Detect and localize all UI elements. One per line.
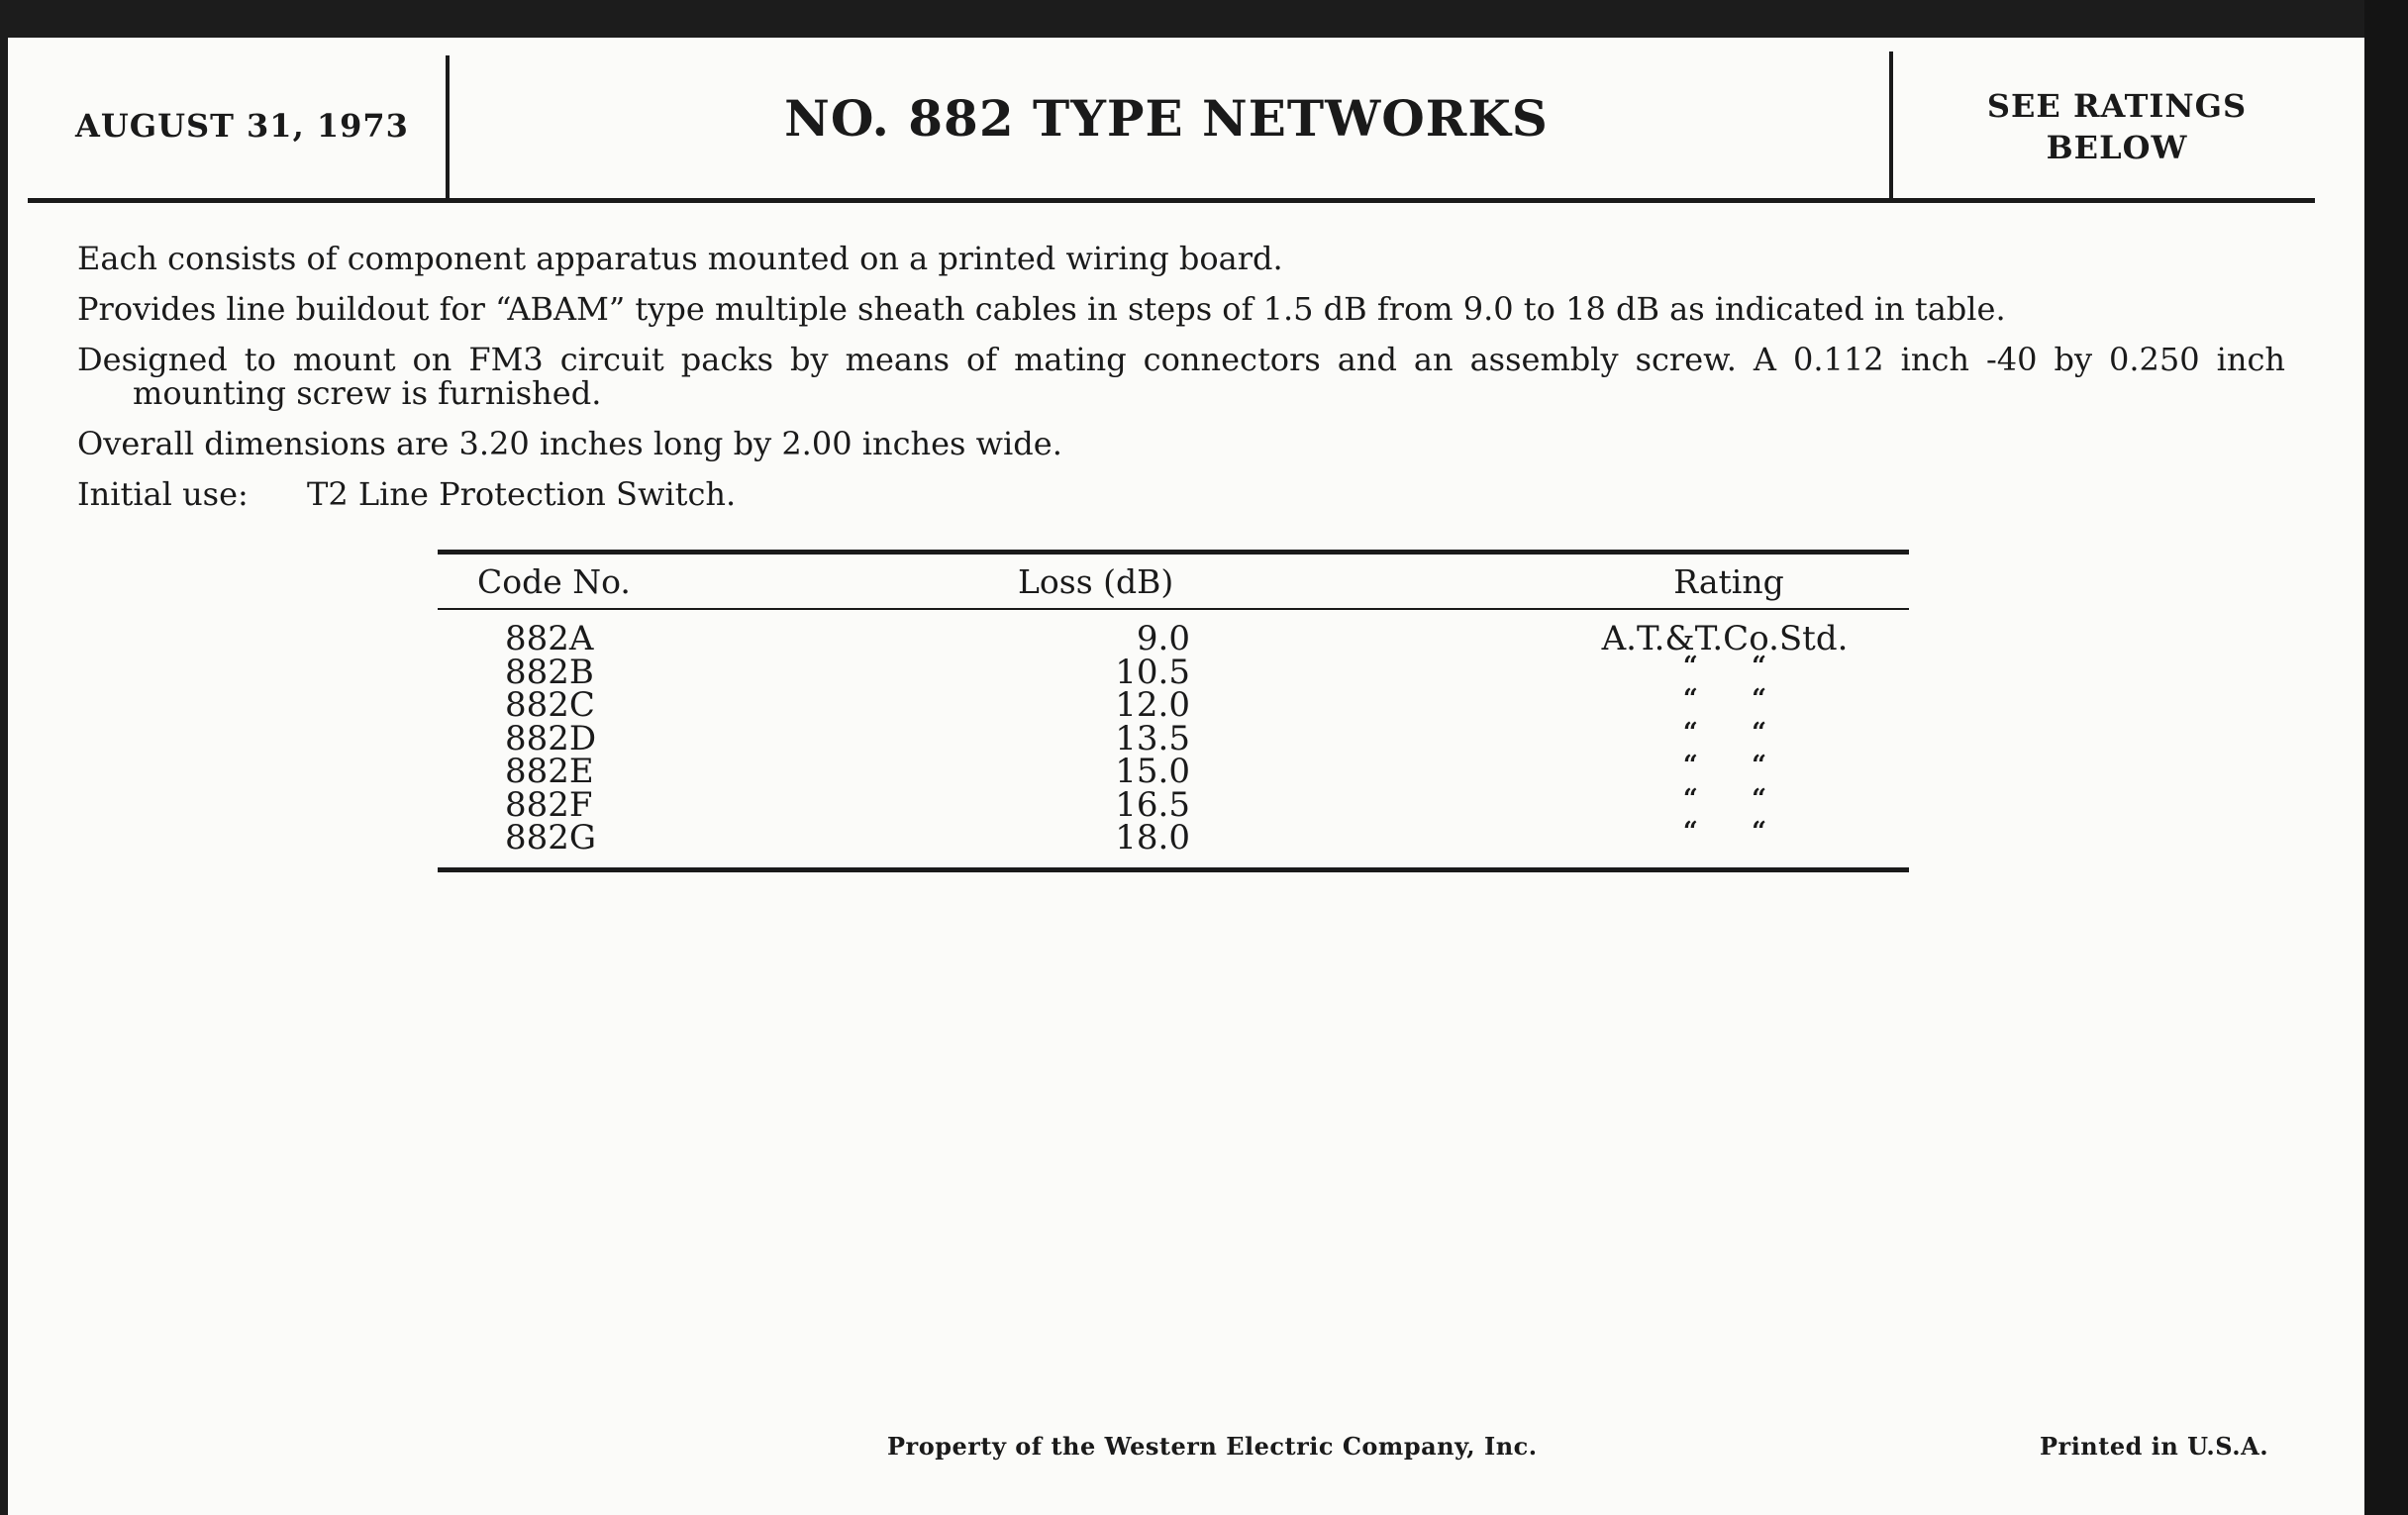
- cell-loss: 12.0: [1115, 685, 1190, 725]
- column-header-code: Code No.: [477, 562, 631, 601]
- column-header-loss: Loss (dB): [1018, 562, 1174, 601]
- cell-rating-ditto: “ “: [1682, 751, 1767, 780]
- initial-use-value: T2 Line Protection Switch.: [307, 475, 737, 513]
- cell-loss: 10.5: [1115, 652, 1190, 692]
- footer-property: Property of the Western Electric Company, Inc.: [887, 1432, 1538, 1461]
- ratings-note-line1: SEE RATINGS: [1986, 87, 2248, 125]
- cell-rating-ditto: “ “: [1682, 717, 1767, 748]
- paragraph-dimensions: Overall dimensions are 3.20 inches long by 2.00 inches wide.: [77, 425, 1062, 462]
- cell-code: 882F: [505, 784, 593, 825]
- cell-loss: 16.5: [1115, 784, 1190, 825]
- paragraph-initial-use: [77, 477, 2285, 511]
- footer-printed: Printed in U.S.A.: [2040, 1432, 2269, 1461]
- cell-rating-ditto: “ “: [1682, 783, 1767, 814]
- cell-code: 882D: [505, 718, 597, 758]
- table-body: [438, 619, 1909, 858]
- cell-rating-ditto: “ “: [1682, 817, 1767, 847]
- cell-code: 882E: [505, 752, 594, 791]
- cell-rating: A.T.&T.Co.Std.: [1601, 619, 1849, 658]
- column-header-rating: Rating: [1673, 562, 1784, 601]
- table-top-rule: [438, 550, 1909, 555]
- cell-rating-ditto: “ “: [1682, 651, 1767, 681]
- scan-border: [2364, 0, 2408, 1515]
- document-card: [8, 38, 2364, 1515]
- ratings-note: [1919, 85, 2315, 168]
- header-divider-right: [1889, 51, 1893, 198]
- paragraph-construction: Each consists of component apparatus mounted on a printed wiring board.: [77, 240, 1283, 277]
- paragraph-purpose: Provides line buildout for “ABAM” type multiple sheath cables in steps of 1.5 dB from 9.0 to 18 dB as indicated in table.: [77, 290, 2006, 328]
- cell-loss: 18.0: [1115, 818, 1190, 858]
- table-row: [438, 817, 1909, 858]
- issue-date: AUGUST 31, 1973: [75, 107, 409, 145]
- cell-code: 882C: [505, 685, 595, 725]
- cell-loss: 13.5: [1115, 718, 1190, 758]
- cell-code: 882A: [505, 619, 594, 658]
- table-header-rule: [438, 608, 1909, 610]
- cell-code: 882G: [505, 818, 597, 858]
- page-title: NO. 882 TYPE NETWORKS: [784, 89, 1549, 148]
- table-bottom-rule: [438, 867, 1909, 872]
- cell-rating-ditto: “ “: [1682, 684, 1767, 714]
- initial-use-label: Initial use:: [77, 475, 249, 513]
- header-rule: [28, 198, 2315, 203]
- cell-code: 882B: [505, 652, 594, 692]
- cell-loss: 15.0: [1115, 752, 1190, 791]
- description: [77, 242, 2285, 528]
- cell-loss: 9.0: [1136, 619, 1190, 658]
- ratings-note-line2: BELOW: [2046, 129, 2188, 166]
- paragraph-mounting: Designed to mount on FM3 circuit packs by means of mating connectors and an assembly screw. A 0.112 inch -40 by 0.250 inch mounting screw is furnished.: [77, 341, 2285, 412]
